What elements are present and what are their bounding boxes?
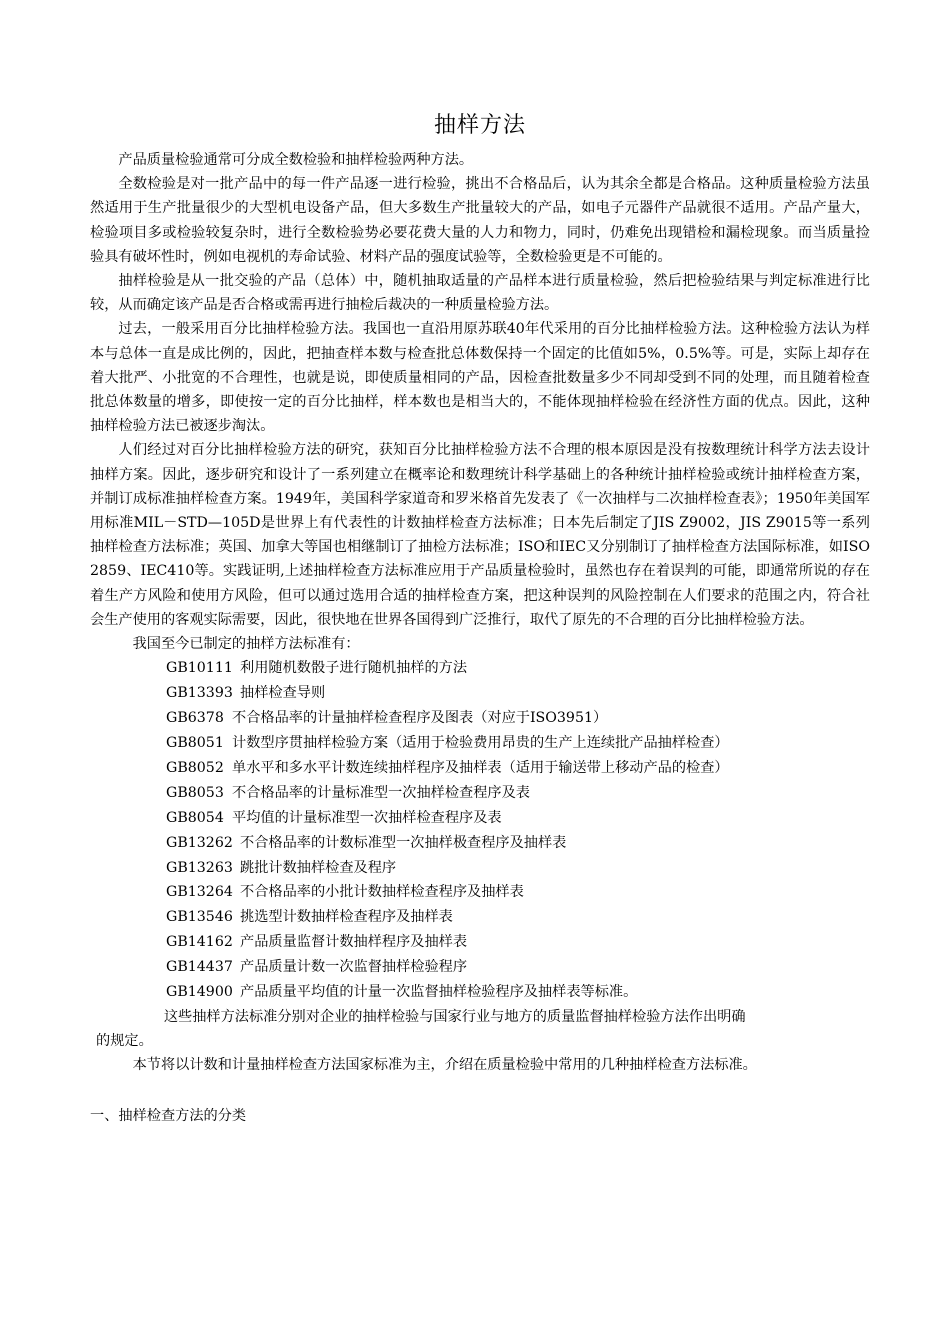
closing-line-1: 这些抽样方法标准分别对企业的抽样检验与国家行业与地方的质量监督抽样检验方法作出明确 bbox=[163, 1008, 746, 1025]
standard-item bbox=[90, 955, 870, 980]
standard-code: GB14162 bbox=[166, 934, 233, 951]
standard-desc: 产品质量计数一次监督抽样检验程序 bbox=[240, 959, 468, 976]
paragraph-sampling-inspection: 抽样检验是从一批交验的产品（总体）中，随机抽取适量的产品样本进行质量检验，然后把检验结果与判定标准进行比较，从而确定该产品是否合格或需再进行抽检后裁决的一种质量检验方法。 bbox=[90, 273, 870, 314]
standard-item bbox=[90, 806, 870, 831]
standard-code: GB6378 bbox=[166, 710, 224, 727]
standard-desc: 跳批计数抽样检查及程序 bbox=[240, 859, 397, 876]
standard-item bbox=[90, 781, 870, 806]
standard-item bbox=[90, 681, 870, 706]
standards-intro: 我国至今已制定的抽样方法标准有： bbox=[132, 636, 360, 653]
standard-item bbox=[90, 905, 870, 930]
paragraph-percentage-sampling: 过去，一般采用百分比抽样检验方法。我国也一直沿用原苏联40年代采用的百分比抽样检验方法。这种检验方法认为样本与总体一直是成比例的，因此，把抽查样本数与检查批总体数保持一个固定的比值如5%，0.5%等。可是，实际上却存在着大批严、小批宽的不合理性，也就是说，即使质量相同的产品，因检查批数量多少不同却受到不同的处理，而且随着检查批总体数量的增多，即使按一定的百分比抽样，样本数也是相当大的，不能体现抽样检验在经济性方面的优点。因此，这种抽样检验方法已被逐步淘汰。 bbox=[90, 321, 870, 435]
standard-code: GB14900 bbox=[166, 984, 233, 1001]
paragraph-statistical-sampling: 人们经过对百分比抽样检验方法的研究，获知百分比抽样检验方法不合理的根本原因是没有按数理统计科学方法去设计抽样方案。因此，逐步研究和设计了一系列建立在概率论和数理统计科学基础上的各种统计抽样检验或统计抽样检查方案，并制订成标准抽样检查方案。1949年，美国科学家道奇和罗米格首先发表了《一次抽样与二次抽样检查表》；1950年美国军用标准MIL－STD—105D是世界上有代表性的计数抽样检查方法标准；日本先后制定了JIS Z9002，JIS Z9015等一系列抽样检查方法标准；英国、加拿大等国也相继制订了抽检方法标准；ISO和IEC又分别制订了抽样检查方法国际标准，如ISO2859、IEC410等。实践证明,上述抽样检查方法标准应用于产品质量检验时，虽然也存在着误判的可能，即通常所说的存在着生产方风险和使用方风险，但可以通过选用合适的抽样检查方案，把这种误判的风险控制在人们要求的范围之内，符合社会生产使用的客观实际需要，因此，很快地在世界各国得到广泛推行，取代了原先的不合理的百分比抽样检验方法。 bbox=[90, 442, 870, 628]
standard-item bbox=[90, 656, 870, 681]
standard-item bbox=[90, 706, 870, 731]
standard-code: GB14437 bbox=[166, 959, 233, 976]
standard-desc: 产品质量监督计数抽样程序及抽样表 bbox=[240, 934, 468, 951]
standard-item bbox=[90, 731, 870, 756]
standard-desc: 产品质量平均值的计量一次监督抽样检验程序及抽样表等标准。 bbox=[240, 984, 638, 1001]
standard-code: GB13264 bbox=[166, 884, 233, 901]
standard-code: GB13393 bbox=[166, 685, 233, 702]
section-heading: 一、抽样检查方法的分类 bbox=[90, 1107, 247, 1124]
standard-code: GB13262 bbox=[166, 834, 233, 851]
standard-desc: 不合格品率的计量标准型一次抽样检查程序及表 bbox=[232, 784, 530, 801]
standard-desc: 不合格品率的计数标准型一次抽样极查程序及抽样表 bbox=[240, 834, 567, 851]
section-intro: 本节将以计数和计量抽样检查方法国家标准为主，介绍在质量检验中常用的几种抽样检查方法标准。 bbox=[132, 1057, 757, 1074]
standard-code: GB8052 bbox=[166, 759, 224, 776]
standard-code: GB8053 bbox=[166, 784, 224, 801]
standard-code: GB8054 bbox=[166, 809, 224, 826]
standards-list bbox=[90, 656, 870, 1005]
standard-desc: 不合格品率的计量抽样检查程序及图表（对应于ISO3951） bbox=[232, 710, 608, 727]
standard-item bbox=[90, 756, 870, 781]
paragraph-intro: 产品质量检验通常可分成全数检验和抽样检验两种方法。 bbox=[118, 152, 474, 168]
standard-item bbox=[90, 980, 870, 1005]
standard-code: GB13546 bbox=[166, 909, 233, 926]
standard-desc: 单水平和多水平计数连续抽样程序及抽样表（适用于输送带上移动产品的检查） bbox=[232, 759, 729, 776]
standard-code: GB10111 bbox=[166, 660, 233, 677]
standard-desc: 抽样检查导则 bbox=[240, 685, 326, 702]
standard-desc: 平均值的计量标准型一次抽样检查程序及表 bbox=[232, 809, 502, 826]
standard-item bbox=[90, 880, 870, 905]
document-page bbox=[90, 110, 870, 1128]
standard-desc: 计数型序贯抽样检验方案（适用于检验费用昂贵的生产上连续批产品抽样检查） bbox=[232, 734, 729, 751]
standard-item bbox=[90, 856, 870, 881]
standard-desc: 利用随机数骰子进行随机抽样的方法 bbox=[240, 660, 468, 677]
standard-code: GB13263 bbox=[166, 859, 233, 876]
standard-desc: 挑选型计数抽样检查程序及抽样表 bbox=[240, 909, 453, 926]
paragraph-full-inspection: 全数检验是对一批产品中的每一件产品逐一进行检验，挑出不合格品后，认为其余全都是合格品。这种质量检验方法虽然适用于生产批量很少的大型机电设备产品，但大多数生产批量较大的产品，如电子元器件产品就很不适用。产品产量大，检验项目多或检验较复杂时，进行全数检验势必要花费大量的人力和物力，同时，仍难免出现错检和漏检现象。而当质量捡验具有破坏性时，例如电视机的寿命试验、材料产品的强度试验等，全数检验更是不可能的。 bbox=[90, 176, 870, 265]
document-title: 抽样方法 bbox=[433, 113, 526, 138]
standard-item bbox=[90, 930, 870, 955]
standard-code: GB8051 bbox=[166, 734, 224, 751]
closing-line-2: 的规定。 bbox=[96, 1033, 153, 1050]
standard-desc: 不合格品率的小批计数抽样检查程序及抽样表 bbox=[240, 884, 524, 901]
standard-item bbox=[90, 831, 870, 856]
